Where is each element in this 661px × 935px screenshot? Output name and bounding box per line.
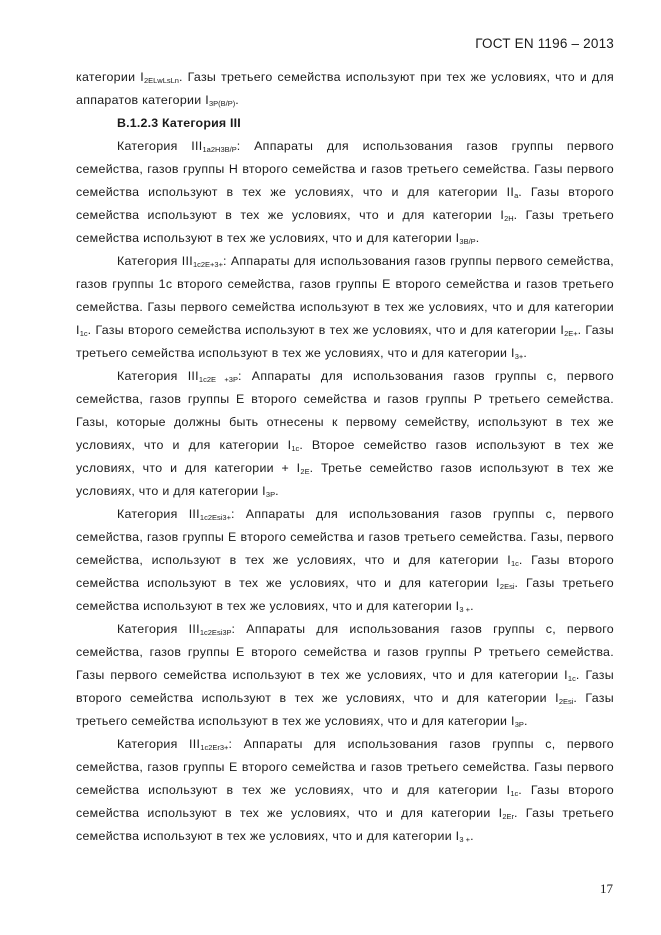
section-heading: B.1.2.3 Категория III	[117, 116, 241, 130]
paragraph-category-iii-1c2e3p: Категория $III_{1c2E +3P}$: Аппараты для использования газов группы c, первого семейства, газов группы E второго семейства и газов группы P третьего семейства. Газы, которые должны быть отнесены к первому семейству, используют в тех же условиях, что и для категории $I_{1c}$. Второе семейство газов используют в тех же условиях, что и для категории + $I_{2E}$. Третье семейство газов используют в тех же условиях, что и для категории $I_{3P}$.	[76, 369, 614, 499]
paragraph-continuation: категории $I_{2ELwLsLn}$. Газы третьего семейства используют при тех же условиях, что и для аппаратов категории $I_{3P(B/P)}$.	[76, 70, 614, 108]
document-header	[475, 36, 614, 51]
paragraph-category-iii-1c2er3: Категория $III_{1c2Er3+}$: Аппараты для использования газов группы c, первого семейства, газов группы E второго семейства и газов третьего семейства. Газы первого семейства используют в тех же условиях, что и для категории $I_{1c}$. Газы второго семейства используют в тех же условиях, что и для категории $I_{2Er}$. Газы третьего семейства используют в тех же условиях, что и для категории $I_{3 +}$.	[76, 737, 614, 844]
paragraph-category-iii-1c2e3: Категория $III_{1c2E+3+}$: Аппараты для использования газов группы первого семейства, газов группы 1c второго семейства, газов группы E второго семейства и газов третьего семейства. Газы первого семейства используют в тех же условиях, что и для категории $I_{1c}$. Газы второго семейства используют в тех же условиях, что и для категории $I_{2E+}$. Газы третьего семейства используют в тех же условиях, что и для категории $I_{3+}$.	[76, 254, 614, 361]
page-number: 17	[600, 881, 613, 896]
paragraph-category-iii-1c2esi3p: Категория $III_{1c2Esi3P}$: Аппараты для использования газов группы c, первого семейства, газов группы E второго семейства и газов группы P третьего семейства. Газы первого семейства используют в тех же условиях, что и для категории $I_{1c}$. Газы второго семейства используют в тех же условиях, что и для категории $I_{2Esi}$. Газы третьего семейства используют в тех же условиях, что и для категории $I_{3P}$.	[76, 622, 614, 729]
document-id: ГОСТ EN 1196 – 2013	[475, 36, 614, 51]
document-body	[76, 66, 614, 848]
paragraph-category-iii-1c2esi3: Категория $III_{1c2Esi3+}$: Аппараты для использования газов группы c, первого семейства, газов группы E второго семейства и газов третьего семейства. Газы, первого семейства, используют в тех же условиях, что и для категории $I_{1c}$. Газы второго семейства используют в тех же условиях, что и для категории $I_{2Esi}$. Газы третьего семейства используют в тех же условиях, что и для категории $I_{3 +}$.	[76, 507, 614, 614]
paragraph-category-iii-1a2h3bp: Категория $III_{1a2H3B/P}$: Аппараты для использования газов группы первого семейства, газов группы H второго семейства и газов третьего семейства. Газы первого семейства используют в тех же условиях, что и для категории $II_a$. Газы второго семейства используют в тех же условиях, что и для категории $I_{2H}$. Газы третьего семейства используют в тех же условиях, что и для категории $I_{3B/P}$.	[76, 139, 614, 246]
